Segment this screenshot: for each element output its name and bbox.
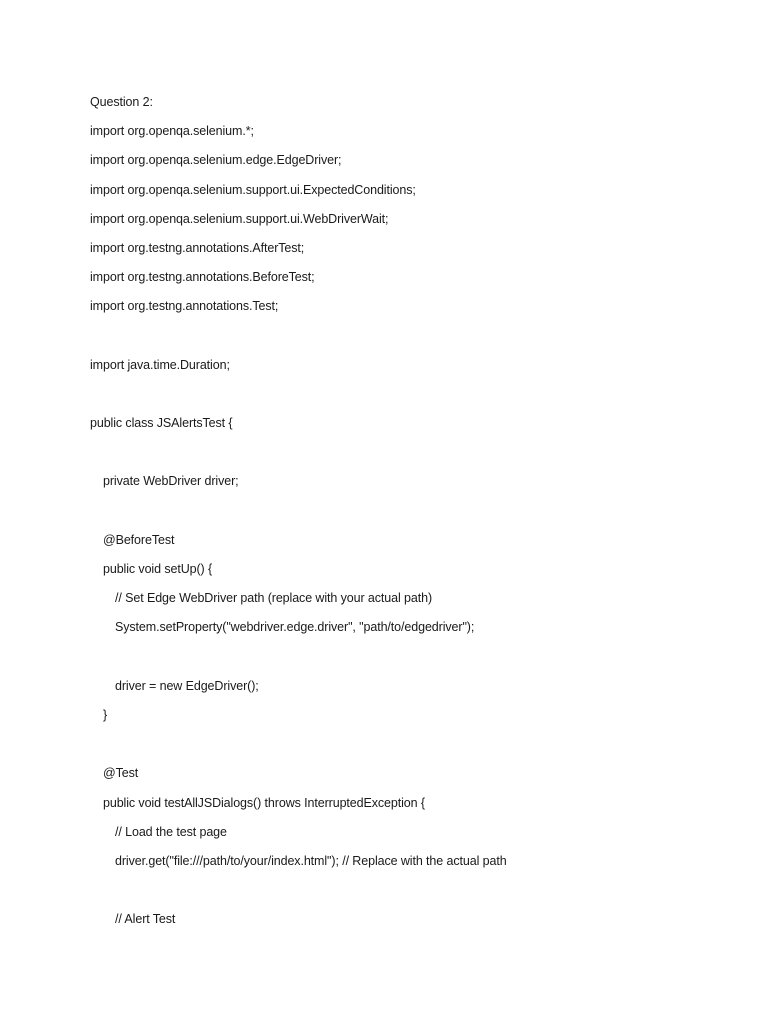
field-declaration: private WebDriver driver; <box>103 474 239 489</box>
import-line: import org.testng.annotations.Test; <box>90 299 279 314</box>
import-line: import org.openqa.selenium.support.ui.WebDriverWait; <box>90 211 389 226</box>
blank-line <box>90 325 730 354</box>
import-line: import org.testng.annotations.AfterTest; <box>90 240 305 255</box>
annotation-line: @Test <box>103 766 139 781</box>
comment-line: // Load the test page <box>115 824 227 839</box>
question-heading: Question 2: <box>90 95 153 109</box>
code-line: driver.get("file:///path/to/your/index.html"); // Replace with the actual path <box>115 853 507 868</box>
comment-line: // Alert Test <box>115 912 176 927</box>
import-line: import org.openqa.selenium.support.ui.ExpectedConditions; <box>90 182 416 197</box>
blank-line <box>90 733 730 762</box>
import-line: import org.testng.annotations.BeforeTest; <box>90 270 315 285</box>
comment-line: // Set Edge WebDriver path (replace with your actual path) <box>115 591 433 606</box>
closing-brace: } <box>103 707 108 722</box>
class-declaration: public class JSAlertsTest { <box>90 416 233 431</box>
blank-line <box>90 383 730 412</box>
blank-line <box>90 646 730 675</box>
blank-line <box>90 500 730 529</box>
import-line: import org.openqa.selenium.*; <box>90 124 254 139</box>
import-line: import java.time.Duration; <box>90 357 230 372</box>
code-line: System.setProperty("webdriver.edge.driver", "path/to/edgedriver"); <box>115 620 475 635</box>
code-listing <box>90 91 730 937</box>
blank-line <box>90 441 730 470</box>
blank-line <box>90 879 730 908</box>
annotation-line: @BeforeTest <box>103 532 175 547</box>
method-declaration: public void testAllJSDialogs() throws InterruptedException { <box>103 795 425 810</box>
code-line: driver = new EdgeDriver(); <box>115 678 259 693</box>
method-declaration: public void setUp() { <box>103 562 213 576</box>
import-line: import org.openqa.selenium.edge.EdgeDriver; <box>90 153 342 168</box>
